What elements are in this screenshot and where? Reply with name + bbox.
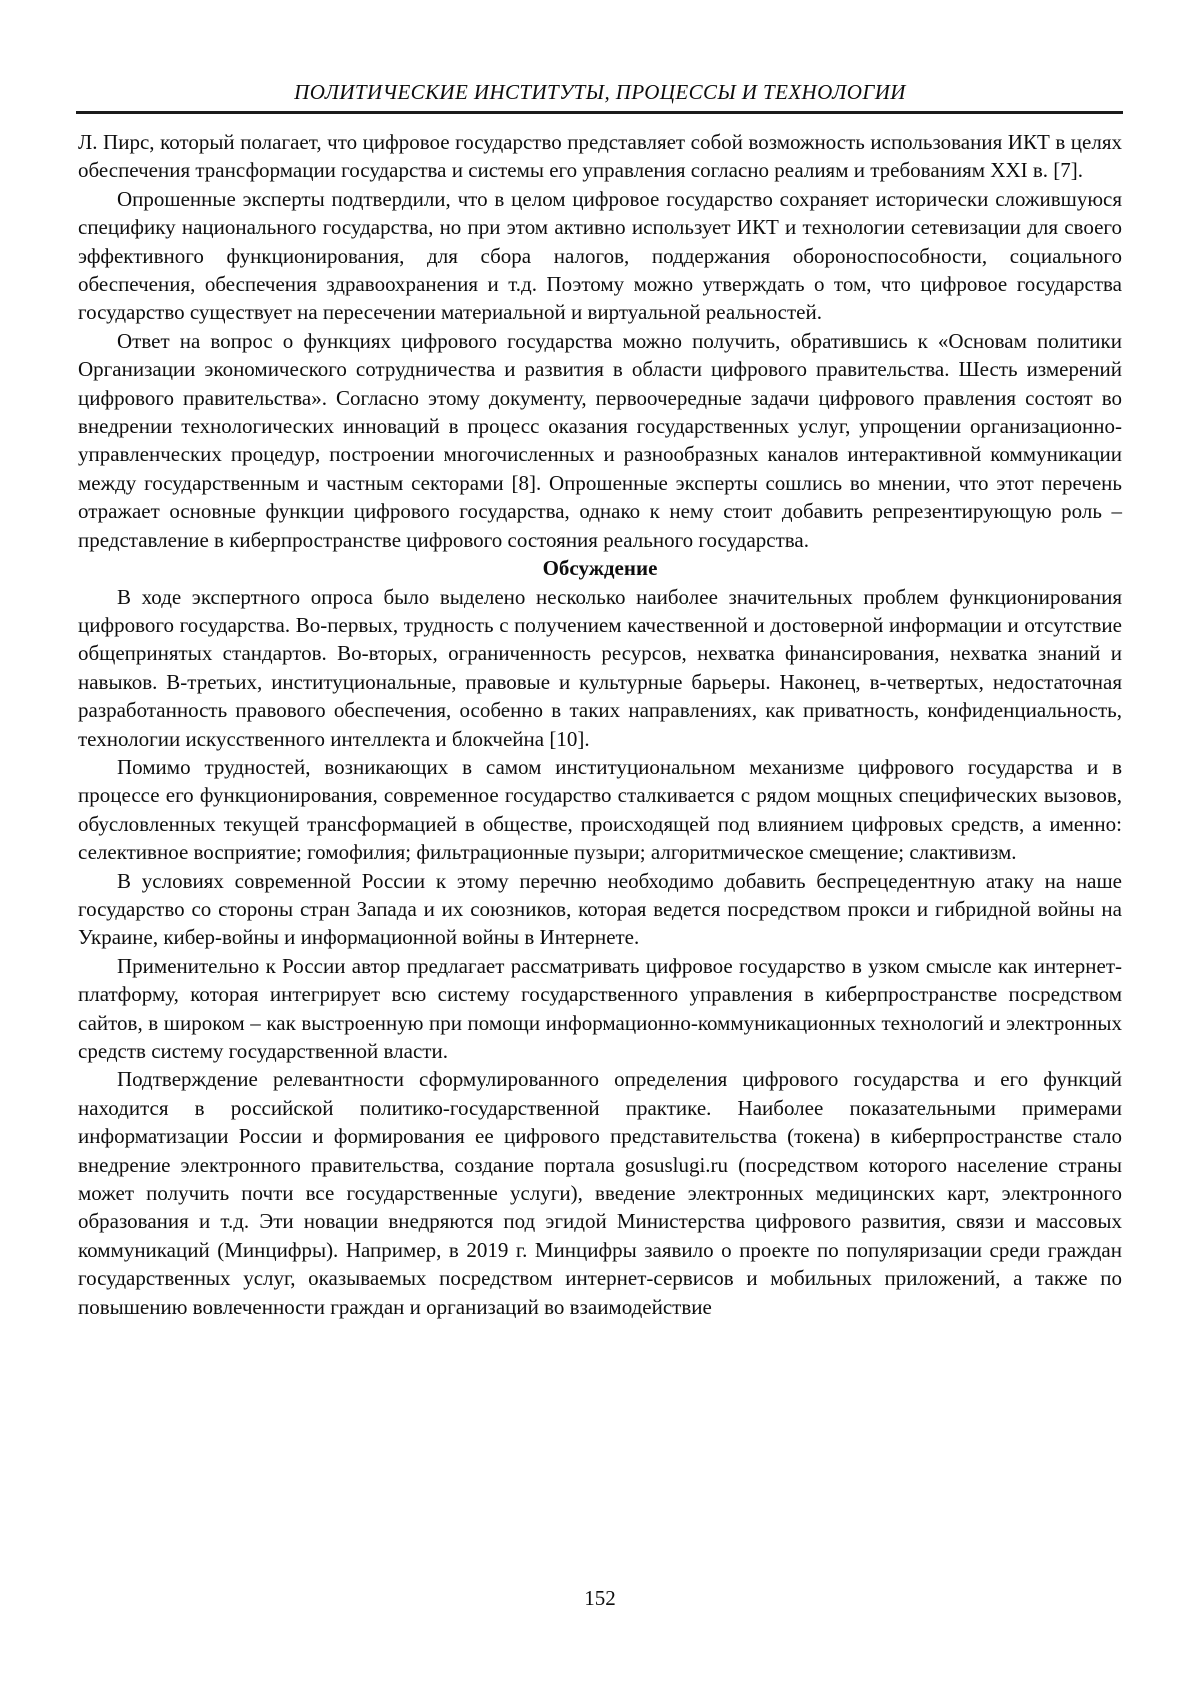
- body-paragraph: В условиях современной России к этому перечню необходимо добавить беспрецедентную атаку на наше государство со стороны стран Запада и их союзников, которая ведется посредством прокси и гибридной войны на Украине, кибер-войны и информационной войны в Интернете.: [78, 868, 1122, 950]
- running-header: ПОЛИТИЧЕСКИЕ ИНСТИТУТЫ, ПРОЦЕССЫ И ТЕХНОЛОГИИ: [294, 80, 906, 104]
- body-paragraph: Ответ на вопрос о функциях цифрового государства можно получить, обратившись к «Основам политики Организации экономического сотрудничества и развития в области цифрового правительства. Шесть измерений цифрового правительства». Согласно этому документу, первоочередные задачи цифрового правления состоят во внедрении технологических инноваций в процесс оказания государственных услуг, упрощении организационно-управленческих процедур, построении многочисленных и разнообразных каналов интерактивной коммуникации между государственным и частным секторами [8]. Опрошенные эксперты сошлись во мнении, что этот перечень отражает основные функции цифрового государства, однако к нему стоит добавить репрезентирующую роль – представление в киберпространстве цифрового состояния реального государства.: [78, 328, 1122, 552]
- body-paragraph: Подтверждение релевантности сформулированного определения цифрового государства и его функций находится в российской политико-государственной практике. Наиболее показательными примерами информатизации России и формирования ее цифрового представительства (токена) в киберпространстве стало внедрение электронного правительства, создание портала gosuslugi.ru (посредством которого население страны может получить почти все государственные услуги), введение электронных медицинских карт, электронного образования и т.д. Эти новации внедряются под эгидой Министерства цифрового развития, связи и массовых коммуникаций (Минцифры). Например, в 2019 г. Минцифры заявило о проекте по популяризации среди граждан государственных услуг, оказываемых посредством интернет-сервисов и мобильных приложений, а также по повышению вовлеченности граждан и организаций во взаимодействие: [78, 1067, 1122, 1319]
- page-number: 152: [584, 1586, 616, 1610]
- body-paragraph: Опрошенные эксперты подтвердили, что в целом цифровое государство сохраняет исторически сложившуюся специфику национального государства, но при этом активно использует ИКТ и технологии сетевизации для своего эффективного функционирования, для сбора налогов, поддержания обороноспособности, социального обеспечения, обеспечения здравоохранения и т.д. Поэтому можно утверждать о том, что цифровое государства государство существует на пересечении материальной и виртуальной реальностей.: [78, 186, 1122, 325]
- body-paragraph: Помимо трудностей, возникающих в самом институциональном механизме цифрового государства и в процессе его функционирования, современное государство сталкивается с рядом мощных специфических вызовов, обусловленных текущей трансформацией в обществе, происходящей под влиянием цифровых средств, а именно: селективное восприятие; гомофилия; фильтрационные пузыри; алгоритмическое смещение; слактивизм.: [78, 754, 1122, 865]
- body-paragraph: Применительно к России автор предлагает рассматривать цифровое государство в узком смысле как интернет-платформу, которая интегрирует всю систему государственного управления в киберпространстве посредством сайтов, в широком – как выстроенную при помощи информационно-коммуникационных технологий и электронных средств систему государственной власти.: [78, 953, 1122, 1063]
- section-heading: Обсуждение: [542, 556, 658, 581]
- body-paragraph: Л. Пирс, который полагает, что цифровое государство представляет собой возможность использования ИКТ в целях обеспечения трансформации государства и системы его управления согласно реалиям и требованиям XXI в. [7].: [78, 130, 1122, 183]
- body-paragraph: В ходе экспертного опроса было выделено несколько наиболее значительных проблем функционирования цифрового государства. Во-первых, трудность с получением качественной и достоверной информации и отсутствие общепринятых стандартов. Во-вторых, ограниченность ресурсов, нехватка финансирования, нехватка знаний и навыков. В-третьих, институциональные, правовые и культурные барьеры. Наконец, в-четвертых, недостаточная разработанность правового обеспечения, особенно в таких направлениях, как приватность, конфиденциальность, технологии искусственного интеллекта и блокчейна [10].: [78, 584, 1122, 751]
- article-body: [78, 128, 1122, 1321]
- header-rule: [76, 111, 1123, 114]
